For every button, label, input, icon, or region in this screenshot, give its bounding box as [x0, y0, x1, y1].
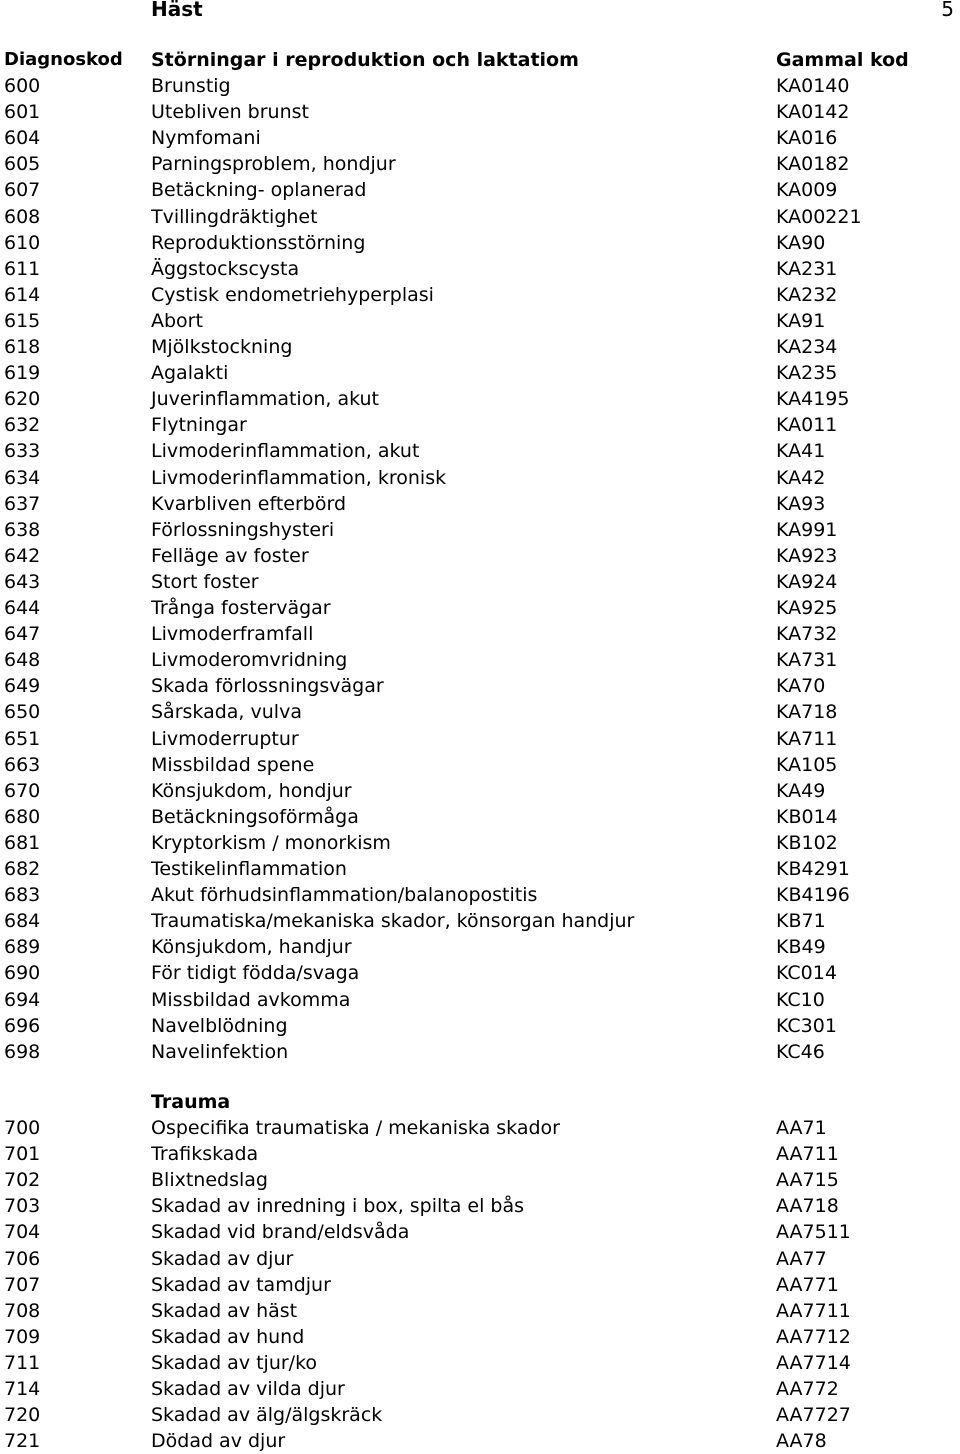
diagnosis-name: Skadad vid brand/eldsvåda: [151, 1221, 410, 1244]
old-code: KA0182: [776, 153, 850, 176]
old-code: AA78: [776, 1430, 827, 1453]
old-code: KA93: [776, 492, 826, 515]
diagnosis-code: 684: [4, 910, 41, 933]
table-row: [0, 778, 960, 804]
old-code: KB4291: [776, 858, 850, 880]
diagnosis-code: 638: [4, 518, 41, 541]
table-row: [0, 699, 960, 725]
table-row: [0, 856, 960, 882]
old-code: KA016: [776, 127, 838, 150]
trauma-section-title: Trauma: [151, 1091, 231, 1113]
old-code: KC301: [776, 1014, 837, 1037]
table-row: [0, 543, 960, 569]
header-diagnoskod: Diagnoskod: [4, 49, 123, 70]
table-row: [0, 1219, 960, 1245]
old-code: KA732: [776, 623, 838, 646]
old-code: KA0142: [776, 101, 850, 124]
diagnosis-name: Betäckning- oplanerad: [151, 179, 367, 202]
table-row: [0, 465, 960, 491]
diagnosis-code: 706: [4, 1247, 41, 1270]
old-code: KA924: [776, 570, 838, 593]
table-row: [0, 1350, 960, 1376]
diagnosis-code: 620: [4, 388, 41, 411]
old-code: KB102: [776, 831, 838, 854]
table-row: [0, 726, 960, 752]
diagnosis-code: 651: [4, 727, 41, 750]
table-row: [0, 204, 960, 230]
diagnosis-code: 633: [4, 440, 41, 463]
old-code: KB4196: [776, 884, 850, 907]
diagnosis-name: Stort foster: [151, 570, 259, 593]
old-code: AA77: [776, 1247, 827, 1270]
table-row: [0, 1246, 960, 1272]
table-row: [0, 1115, 960, 1141]
old-code: KA234: [776, 336, 838, 358]
table-row: [0, 830, 960, 856]
diagnosis-code: 694: [4, 988, 41, 1011]
diagnosis-name: Mjölkstockning: [151, 336, 293, 358]
old-code: AA71: [776, 1117, 827, 1139]
old-code: KA923: [776, 544, 838, 567]
table-row: [0, 1193, 960, 1219]
diagnosis-name: Testikelinflammation: [151, 858, 347, 880]
table-row: [0, 99, 960, 125]
diagnosis-name: Skadad av djur: [151, 1247, 294, 1270]
header-gammal-kod: Gammal kod: [776, 49, 909, 71]
old-code: KA4195: [776, 388, 850, 411]
diagnosis-name: Missbildad spene: [151, 753, 315, 776]
table-row: [0, 1428, 960, 1454]
diagnosis-code: 642: [4, 544, 41, 567]
old-code: KC10: [776, 988, 825, 1011]
table-row: [0, 1013, 960, 1039]
diagnosis-name: Traumatiska/mekaniska skador, könsorgan handjur: [151, 910, 635, 933]
page-title: Häst: [151, 0, 203, 21]
diagnosis-name: Livmoderframfall: [151, 623, 314, 646]
table-row: [0, 1402, 960, 1428]
diagnosis-code: 644: [4, 597, 41, 619]
diagnosis-code: 608: [4, 205, 41, 228]
old-code: AA715: [776, 1169, 839, 1192]
old-code: KA991: [776, 518, 838, 541]
diagnosis-code: 701: [4, 1143, 41, 1166]
old-code: KA91: [776, 309, 826, 332]
table-row: [0, 177, 960, 203]
old-code: KA718: [776, 701, 838, 724]
table-row: [0, 308, 960, 334]
diagnosis-code: 615: [4, 309, 41, 332]
diagnosis-code: 649: [4, 675, 41, 698]
diagnosis-code: 634: [4, 466, 41, 489]
diagnosis-name: Betäckningsoförmåga: [151, 805, 359, 828]
diagnosis-name: Livmoderinflammation, kronisk: [151, 466, 447, 489]
diagnosis-name: Skadad av tamdjur: [151, 1273, 331, 1296]
table-row: [0, 673, 960, 699]
table-row: [0, 882, 960, 908]
old-code: KA711: [776, 727, 838, 750]
diagnosis-code: 690: [4, 962, 41, 985]
diagnosis-name: Cystisk endometriehyperplasi: [151, 283, 434, 306]
diagnosis-name: Skadad av vilda djur: [151, 1378, 345, 1400]
diagnosis-code: 680: [4, 805, 41, 828]
old-code: KA235: [776, 362, 838, 385]
diagnosis-name: Abort: [151, 309, 203, 332]
diagnosis-code: 708: [4, 1299, 41, 1322]
table-row: [0, 960, 960, 986]
diagnosis-code: 637: [4, 492, 41, 515]
diagnosis-code: 605: [4, 153, 41, 176]
diagnosis-code: 643: [4, 570, 41, 593]
header-section-title: Störningar i reproduktion och laktatiom: [151, 49, 579, 71]
diagnosis-name: Skadad av häst: [151, 1299, 298, 1322]
diagnosis-name: Skadad av älg/älgskräck: [151, 1404, 383, 1427]
table-row: [0, 125, 960, 151]
table-row: [0, 621, 960, 647]
diagnosis-name: Trafikskada: [151, 1143, 259, 1166]
table-row: [0, 647, 960, 673]
diagnosis-code: 720: [4, 1404, 41, 1427]
table-row: [0, 1298, 960, 1324]
table-row: [0, 230, 960, 256]
diagnosis-name: Missbildad avkomma: [151, 988, 351, 1011]
old-code: KA011: [776, 414, 838, 437]
diagnosis-name: Kvarbliven efterbörd: [151, 492, 347, 515]
old-code: KA00221: [776, 205, 862, 228]
diagnosis-code: 703: [4, 1195, 41, 1218]
table-row: [0, 517, 960, 543]
old-code: AA718: [776, 1195, 839, 1218]
diagnosis-code: 604: [4, 127, 41, 150]
table-row: [0, 804, 960, 830]
old-code: KB014: [776, 805, 838, 828]
diagnosis-name: Livmoderruptur: [151, 727, 299, 750]
old-code: KA0140: [776, 75, 850, 97]
diagnosis-name: Sårskada, vulva: [151, 701, 302, 724]
diagnosis-name: Reproduktionsstörning: [151, 231, 366, 254]
old-code: KB71: [776, 910, 826, 933]
diagnosis-code: 696: [4, 1014, 41, 1037]
diagnosis-code: 702: [4, 1169, 41, 1192]
table-row: [0, 412, 960, 438]
old-code: KA009: [776, 179, 838, 202]
diagnosis-code: 704: [4, 1221, 41, 1244]
diagnosis-name: Navelblödning: [151, 1014, 288, 1037]
diagnosis-name: Parningsproblem, hondjur: [151, 153, 396, 176]
old-code: KA90: [776, 231, 826, 254]
old-code: KA731: [776, 649, 838, 672]
table-row: [0, 360, 960, 386]
diagnosis-name: Skadad av hund: [151, 1325, 305, 1348]
old-code: KA41: [776, 440, 826, 463]
diagnosis-code: 683: [4, 884, 41, 907]
table-row: [0, 934, 960, 960]
table-row: [0, 1039, 960, 1065]
diagnosis-code: 647: [4, 623, 41, 646]
diagnosis-code: 650: [4, 701, 41, 724]
diagnosis-name: Förlossningshysteri: [151, 518, 335, 541]
diagnosis-name: Trånga fostervägar: [151, 597, 331, 619]
diagnosis-name: Livmoderomvridning: [151, 649, 348, 672]
diagnosis-code: 711: [4, 1351, 41, 1374]
old-code: KA925: [776, 597, 838, 619]
old-code: KA232: [776, 283, 838, 306]
old-code: AA7511: [776, 1221, 851, 1244]
diagnosis-code: 707: [4, 1273, 41, 1296]
old-code: AA772: [776, 1378, 839, 1400]
old-code: KC46: [776, 1040, 825, 1063]
diagnosis-code: 670: [4, 779, 41, 802]
table-row: [0, 595, 960, 621]
diagnosis-code: 682: [4, 858, 41, 880]
diagnosis-name: Tvillingdräktighet: [151, 205, 318, 228]
diagnosis-code: 607: [4, 179, 41, 202]
table-row: [0, 1167, 960, 1193]
table-row: [0, 569, 960, 595]
old-code: AA7714: [776, 1351, 851, 1374]
table-row: [0, 1272, 960, 1298]
diagnosis-code: 681: [4, 831, 41, 854]
table-row: [0, 752, 960, 778]
old-code: AA711: [776, 1143, 839, 1166]
table-row: [0, 256, 960, 282]
diagnosis-name: Ospecifika traumatiska / mekaniska skador: [151, 1117, 560, 1139]
diagnosis-name: Flytningar: [151, 414, 247, 437]
table-row: [0, 491, 960, 517]
table-row: [0, 1324, 960, 1350]
diagnosis-code: 709: [4, 1325, 41, 1348]
diagnosis-code: 689: [4, 936, 41, 959]
diagnosis-code: 700: [4, 1117, 41, 1139]
old-code: KB49: [776, 936, 826, 959]
table-row: [0, 987, 960, 1013]
table-row: [0, 908, 960, 934]
diagnosis-name: Navelinfektion: [151, 1040, 289, 1063]
diagnosis-name: Utebliven brunst: [151, 101, 309, 124]
diagnosis-name: Könsjukdom, handjur: [151, 936, 352, 959]
old-code: KA105: [776, 753, 838, 776]
diagnosis-name: Agalakti: [151, 362, 229, 385]
diagnosis-name: Brunstig: [151, 75, 231, 97]
old-code: KA42: [776, 466, 826, 489]
old-code: KC014: [776, 962, 837, 985]
diagnosis-name: Juverinflammation, akut: [151, 388, 380, 411]
old-code: KA49: [776, 779, 826, 802]
diagnosis-code: 714: [4, 1378, 41, 1400]
diagnosis-name: Livmoderinflammation, akut: [151, 440, 420, 463]
diagnosis-code: 618: [4, 336, 41, 358]
diagnosis-code: 610: [4, 231, 41, 254]
diagnosis-name: Akut förhudsinflammation/balanopostitis: [151, 884, 538, 907]
old-code: AA7727: [776, 1404, 851, 1427]
diagnosis-code: 600: [4, 75, 41, 97]
diagnosis-name: Skadad av tjur/ko: [151, 1351, 318, 1374]
diagnosis-code: 611: [4, 257, 41, 280]
diagnosis-name: Dödad av djur: [151, 1430, 286, 1453]
diagnosis-code: 648: [4, 649, 41, 672]
table-row: [0, 386, 960, 412]
old-code: AA7711: [776, 1299, 851, 1322]
diagnosis-name: Blixtnedslag: [151, 1169, 268, 1192]
diagnosis-name: För tidigt födda/svaga: [151, 962, 360, 985]
table-row: [0, 73, 960, 99]
diagnosis-code: 601: [4, 101, 41, 124]
table-row: [0, 438, 960, 464]
diagnosis-name: Skada förlossningsvägar: [151, 675, 384, 698]
diagnosis-name: Kryptorkism / monorkism: [151, 831, 391, 854]
diagnosis-name: Nymfomani: [151, 127, 261, 150]
diagnosis-code: 721: [4, 1430, 41, 1453]
diagnosis-name: Äggstockscysta: [151, 257, 300, 280]
table-row: [0, 334, 960, 360]
diagnosis-code: 614: [4, 283, 41, 306]
diagnosis-name: Könsjukdom, hondjur: [151, 779, 352, 802]
old-code: AA771: [776, 1273, 839, 1296]
old-code: AA7712: [776, 1325, 851, 1348]
diagnosis-name: Skadad av inredning i box, spilta el bås: [151, 1195, 525, 1218]
page-number: 5: [941, 0, 954, 21]
table-row: [0, 1141, 960, 1167]
table-row: [0, 282, 960, 308]
table-row: [0, 151, 960, 177]
diagnosis-code: 632: [4, 414, 41, 437]
table-header: [0, 47, 960, 73]
diagnosis-code: 663: [4, 753, 41, 776]
table-row: [0, 1376, 960, 1402]
diagnosis-name: Felläge av foster: [151, 544, 309, 567]
old-code: KA231: [776, 257, 838, 280]
old-code: KA70: [776, 675, 826, 698]
diagnosis-code: 698: [4, 1040, 41, 1063]
diagnosis-code: 619: [4, 362, 41, 385]
